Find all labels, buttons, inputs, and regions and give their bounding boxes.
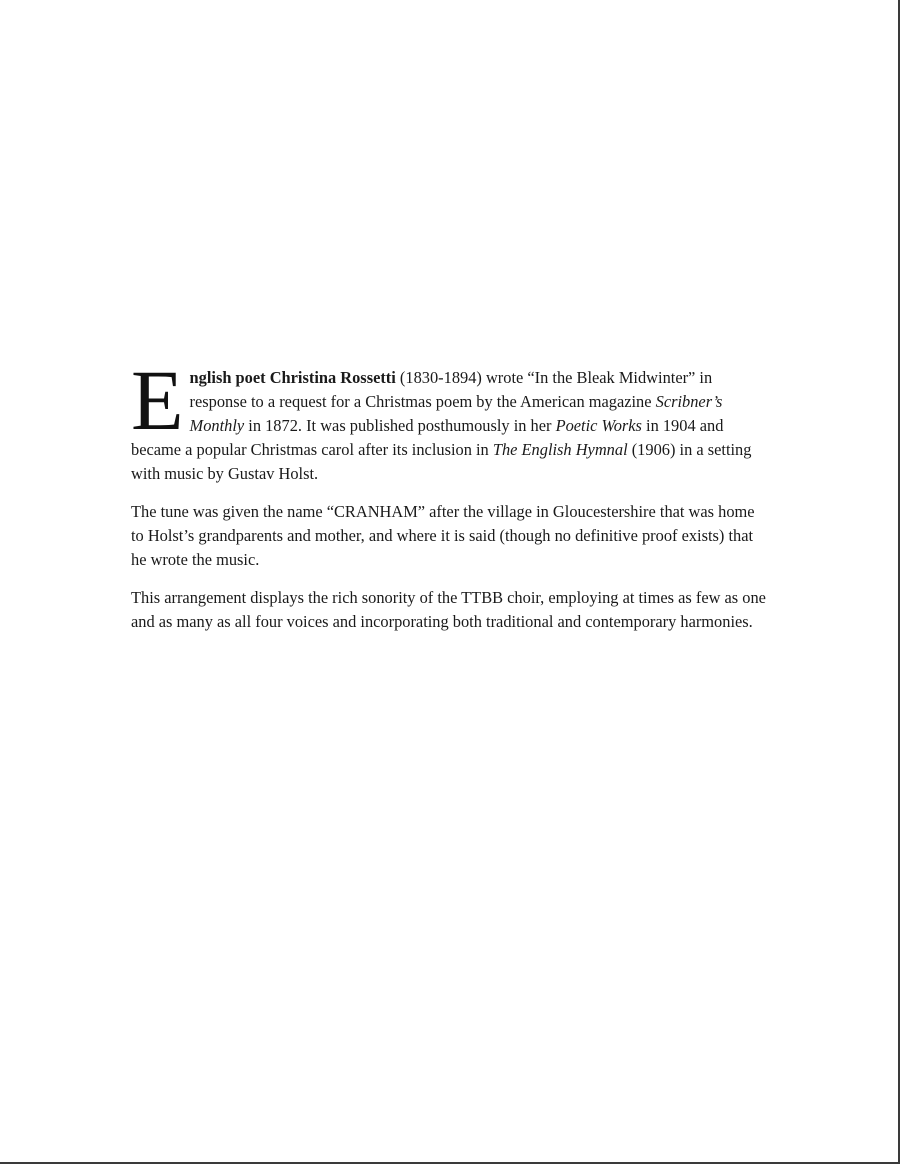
intro-text-3: in 1904 and became a popular Christmas carol after its inclusion in	[131, 416, 724, 459]
intro-text-2: in 1872. It was published posthumously in her	[244, 416, 556, 435]
paragraph-intro	[131, 352, 771, 486]
intro-italic-magazine: Scribner’s Monthly	[189, 392, 723, 435]
program-notes	[131, 352, 771, 648]
drop-cap: E	[131, 352, 184, 448]
intro-text-1: (1830-1894) wrote “In the Bleak Midwinter” in response to a request for a Christmas poem by the American magazine	[189, 368, 713, 411]
intro-italic-hymnal: The English Hymnal	[492, 440, 628, 459]
intro-bold-lead: nglish poet Christina Rossetti	[189, 368, 396, 387]
intro-text-4: (1906) in a setting with music by Gustav Holst.	[131, 440, 752, 483]
paragraph-arrangement: This arrangement displays the rich sonority of the TTBB choir, employing at times as few as one and as many as all four voices and incorporating both traditional and contemporary harmonies.	[131, 588, 766, 631]
intro-italic-poetic-works: Poetic Works	[555, 416, 642, 435]
paragraph-tune: The tune was given the name “CRANHAM” after the village in Gloucestershire that was home to Holst’s grandparents and mother, and where it is said (though no definitive proof exists) that he wrote the music.	[131, 502, 755, 569]
